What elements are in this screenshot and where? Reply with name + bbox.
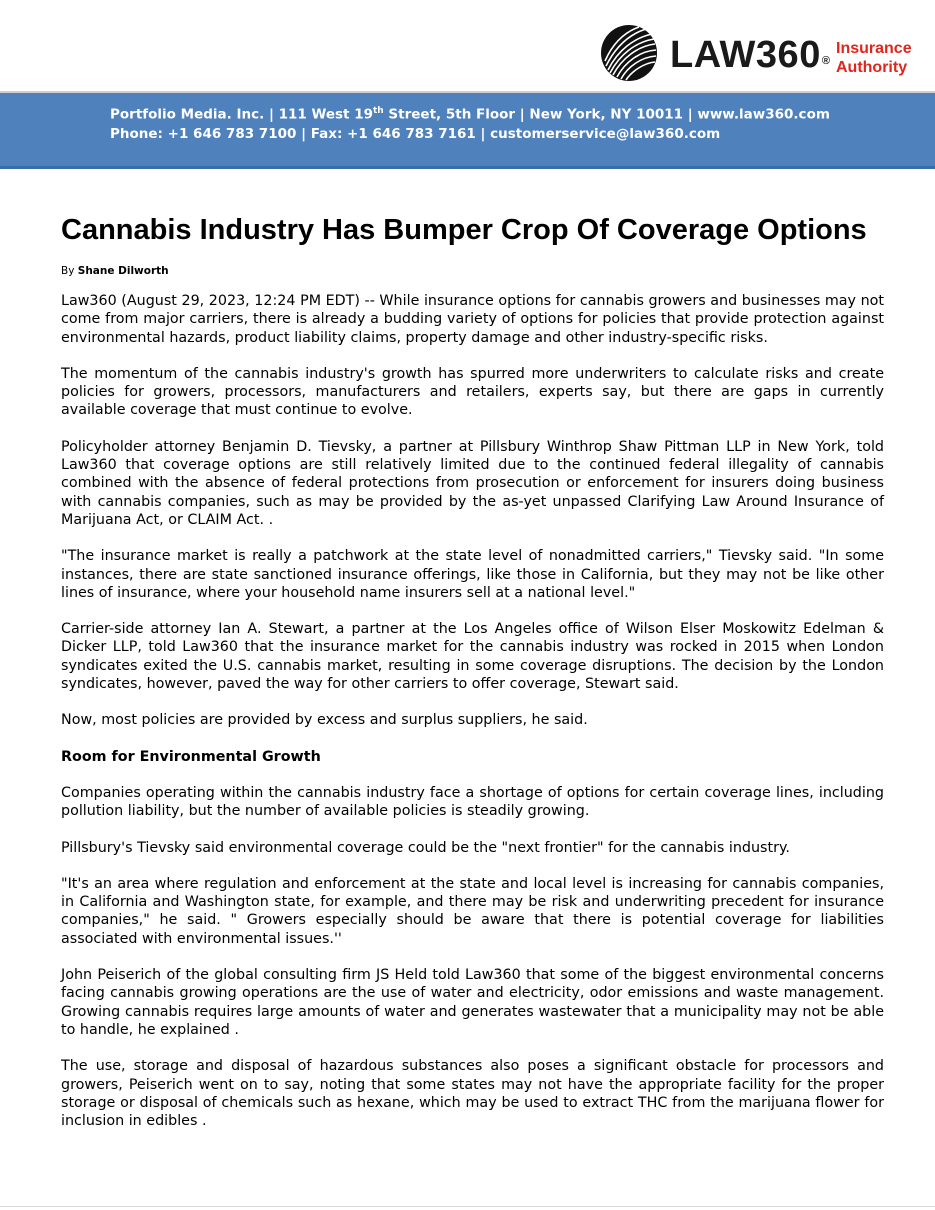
section-subheading: Room for Environmental Growth xyxy=(61,748,321,765)
banner-address-line: Portfolio Media. Inc. | 111 West 19th Street, 5th Floor | New York, NY 10011 | www.law360.com xyxy=(110,106,830,123)
logo-wordmark: LAW360® xyxy=(670,34,831,76)
paragraph: Policyholder attorney Benjamin D. Tievsky, a partner at Pillsbury Winthrop Shaw Pittman LLP in New York, told Law360 that coverage options are still relatively limited due to the continued federal illegality of cannabis combined with the absence of federal protections from prosecution or enforcement for insurers doing business with cannabis companies, such as may be provided by the as-yet unpassed Clarifying Law Around Insurance of Marijuana Act, or CLAIM Act. . xyxy=(61,438,884,528)
paragraph: The momentum of the cannabis industry's growth has spurred more underwriters to calculate risks and create policies for growers, processors, manufacturers and retailers, experts say, but there are gaps in currently available coverage that must continue to evolve. xyxy=(61,365,884,419)
paragraph: John Peiserich of the global consulting firm JS Held told Law360 that some of the biggest environmental concerns facing cannabis growing operations are the use of water and electricity, odor emissions and waste management. Growing cannabis requires large amounts of water and generates wastewater that a municipality may not be able to handle, he explained . xyxy=(61,967,884,1038)
paragraph: Companies operating within the cannabis industry face a shortage of options for certain coverage lines, including pollution liability, but the number of available policies is steadily growing. xyxy=(61,784,884,820)
logo-tagline xyxy=(836,39,912,77)
paragraph: "The insurance market is really a patchwork at the state level of nonadmitted carriers," Tievsky said. "In some instances, there are state sanctioned insurance offerings, like those in California, but they may not be like other lines of insurance, where your household name insurers sell at a national level." xyxy=(61,548,884,601)
law360-logo xyxy=(600,24,920,80)
banner-phone-line: Phone: +1 646 783 7100 | Fax: +1 646 783 7161 | customerservice@law360.com xyxy=(110,126,721,142)
paragraph: Carrier-side attorney Ian A. Stewart, a partner at the Los Angeles office of Wilson Elser Moskowitz Edelman & Dicker LLP, told Law360 that the insurance market for the cannabis industry was rocked in 2015 when London syndicates exited the U.S. cannabis market, resulting in some coverage disruptions. The decision by the London syndicates, however, paved the way for other carriers to offer coverage, Stewart said. xyxy=(61,621,884,693)
registered-mark: ® xyxy=(821,55,831,67)
contact-banner xyxy=(0,91,935,169)
paragraph: Now, most policies are provided by excess and surplus suppliers, he said. xyxy=(61,712,588,729)
byline: By Shane Dilworth xyxy=(61,265,169,277)
paragraph: "It's an area where regulation and enforcement at the state and local level is increasing for cannabis companies, in California and Washington state, for example, and there may be risk and underwriting precedent for insurance companies," he said. " Growers especially should be aware that there is potential coverage for liabilities associated with environmental issues.'' xyxy=(61,875,884,947)
paragraph: The use, storage and disposal of hazardous substances also poses a significant obstacle for processors and growers, Peiserich went on to say, noting that some states may not have the appropriate facility for the proper storage or disposal of chemicals such as hexane, which may be used to extract THC from the marijuana flower for inclusion in edibles . xyxy=(61,1058,884,1130)
superscript-th: th xyxy=(373,106,384,116)
page-bottom-rule xyxy=(0,1206,935,1207)
logo-tag-line1: Insurance xyxy=(836,40,912,57)
law360-globe-icon xyxy=(600,24,658,82)
article-body xyxy=(61,292,884,1148)
author-name: Shane Dilworth xyxy=(77,265,169,277)
paragraph: Pillsbury's Tievsky said environmental coverage could be the "next frontier" for the cannabis industry. xyxy=(61,839,790,856)
logo-tag-line2: Authority xyxy=(836,59,908,76)
paragraph: Law360 (August 29, 2023, 12:24 PM EDT) -- While insurance options for cannabis growers and businesses may not come from major carriers, there is already a budding variety of options for policies that provide protection against environmental hazards, product liability claims, property damage and other industry-specific risks. xyxy=(61,293,884,346)
article-headline: Cannabis Industry Has Bumper Crop Of Coverage Options xyxy=(61,214,867,246)
